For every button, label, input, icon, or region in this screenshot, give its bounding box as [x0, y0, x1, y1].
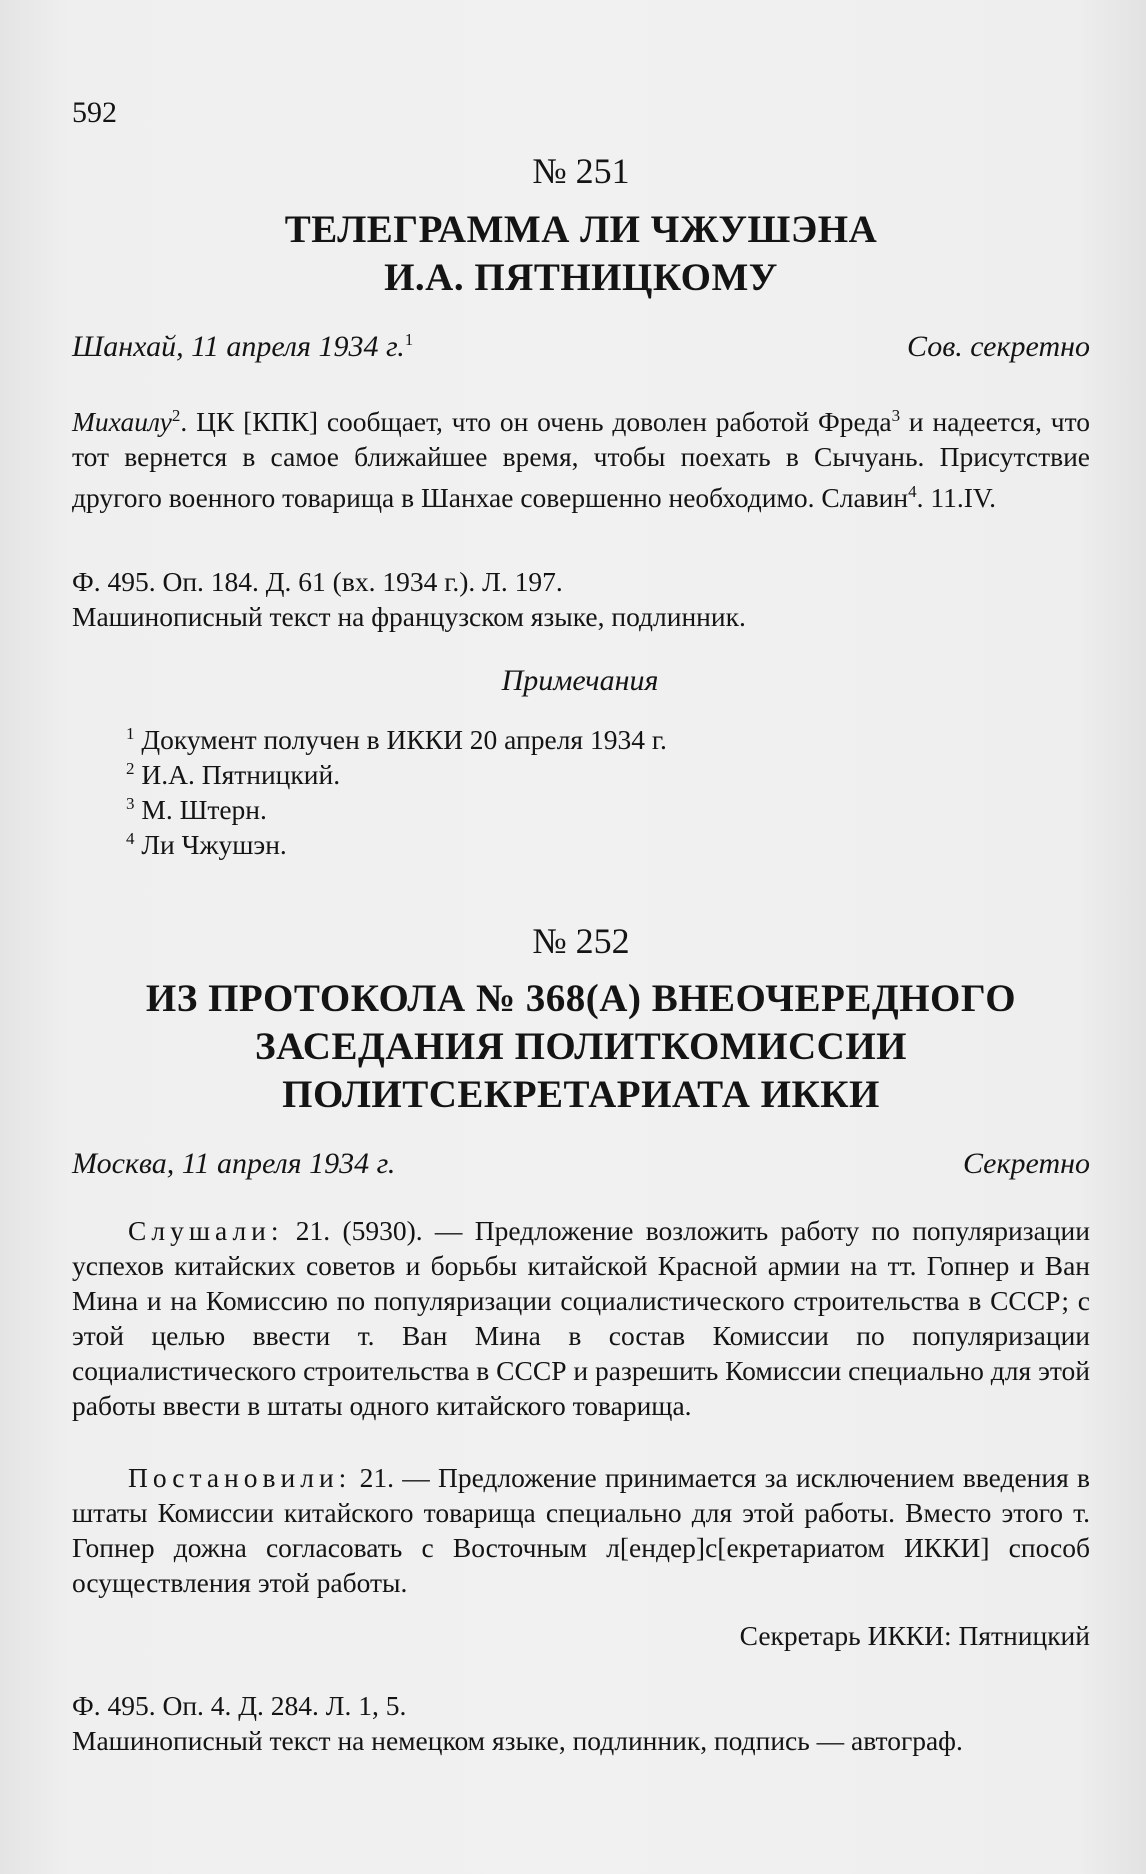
doc-252-archive [72, 1688, 1090, 1758]
doc-251-archive-ref: Ф. 495. Оп. 184. Д. 61 (вх. 1934 г.). Л. 197. [72, 566, 563, 597]
footnote-4: $^4$ Ли Чжушэн. [126, 829, 287, 861]
note-ref-4: 4 [908, 482, 917, 502]
doc-252-title [72, 975, 1090, 1119]
footnote-2: $^2$ И.А. Пятницкий. [126, 759, 341, 791]
doc-251-title [72, 206, 1090, 302]
doc-252-archive-ref: Ф. 495. Оп. 4. Д. 284. Л. 1, 5. [72, 1690, 407, 1721]
doc-252-dateline [72, 1147, 1090, 1181]
doc-251-archive-desc: Машинописный текст на французском языке, подлинник. [72, 601, 746, 632]
heard-label: Слушали: [128, 1215, 284, 1246]
doc-251-date-note-ref: 1 [404, 330, 414, 349]
doc-251-place-date: Шанхай, 11 апреля 1934 г.$^1$ [72, 330, 414, 363]
doc-251-classification: Сов. секретно [907, 330, 1090, 363]
doc-252-signature: Секретарь ИККИ: Пятницкий [739, 1620, 1090, 1651]
doc-252-decided: Постановили: 21. — Предложение принимается за исключением введения в штаты Комиссии китайского товарища специально для этой работы. Вместо этого т. Гопнер дожна согласовать с Восточным л[ендер]с[екретариатом ИККИ] способ осуществления этой работы. [72, 1462, 1090, 1598]
doc-251-title-line1: ТЕЛЕГРАММА ЛИ ЧЖУШЭНА [284, 208, 878, 251]
doc-252-place-date: Москва, 11 апреля 1934 г. [72, 1147, 396, 1180]
doc-252-title-line1: ИЗ ПРОТОКОЛА № 368(А) ВНЕОЧЕРЕДНОГО [145, 977, 1017, 1020]
doc-252-title-line3: ПОЛИТСЕКРЕТАРИАТА ИККИ [282, 1073, 880, 1116]
doc-251-addressee: Михаилу [72, 406, 172, 438]
doc-251-number: № 251 [532, 151, 630, 191]
doc-251-body: Михаилу$^2$. ЦК [КПК] сообщает, что он очень доволен работой Фреда$^3$ и надеется, что тот вернется в самое ближайшее время, чтобы поехать в Сычуань. Присутствие другого военного товарища в Шанхае совершенно необходимо. Славин$^4$. 11.IV. [72, 406, 1090, 514]
footnote-3: $^3$ М. Штерн. [126, 794, 267, 826]
note-ref-3: 3 [891, 406, 901, 425]
doc-252-heard: Слушали: 21. (5930). — Предложение возложить работу по популяризации успехов китайских советов и борьбы китайской Красной армии на тт. Гопнер и Ван Мина и на Комиссию по популяризации социалистического строительства в СССР; с этой целью ввести т. Ван Мина в состав Комиссии по популяризации социалистического строительства в СССР и разрешить Комиссии специально для этой работы ввести в штаты одного китайского товарища. [72, 1215, 1090, 1421]
note-ref-2: 2 [171, 406, 181, 425]
decided-label: Постановили: [128, 1462, 352, 1493]
doc-252-archive-desc: Машинописный текст на немецком языке, подлинник, подпись — автограф. [72, 1725, 963, 1756]
doc-251-dateline [72, 330, 1090, 364]
doc-252-classification: Секретно [962, 1147, 1090, 1180]
footnote-1: $^1$ Документ получен в ИККИ 20 апреля 1934 г. [126, 724, 667, 756]
doc-252-title-line2: ЗАСЕДАНИЯ ПОЛИТКОМИССИИ [255, 1025, 907, 1068]
doc-251-notes-title: Примечания [501, 664, 659, 697]
page-number: 592 [72, 96, 117, 129]
doc-251-title-line2: И.А. ПЯТНИЦКОМУ [384, 256, 778, 299]
doc-251-archive [72, 564, 1090, 634]
doc-252-number: № 252 [532, 921, 630, 961]
